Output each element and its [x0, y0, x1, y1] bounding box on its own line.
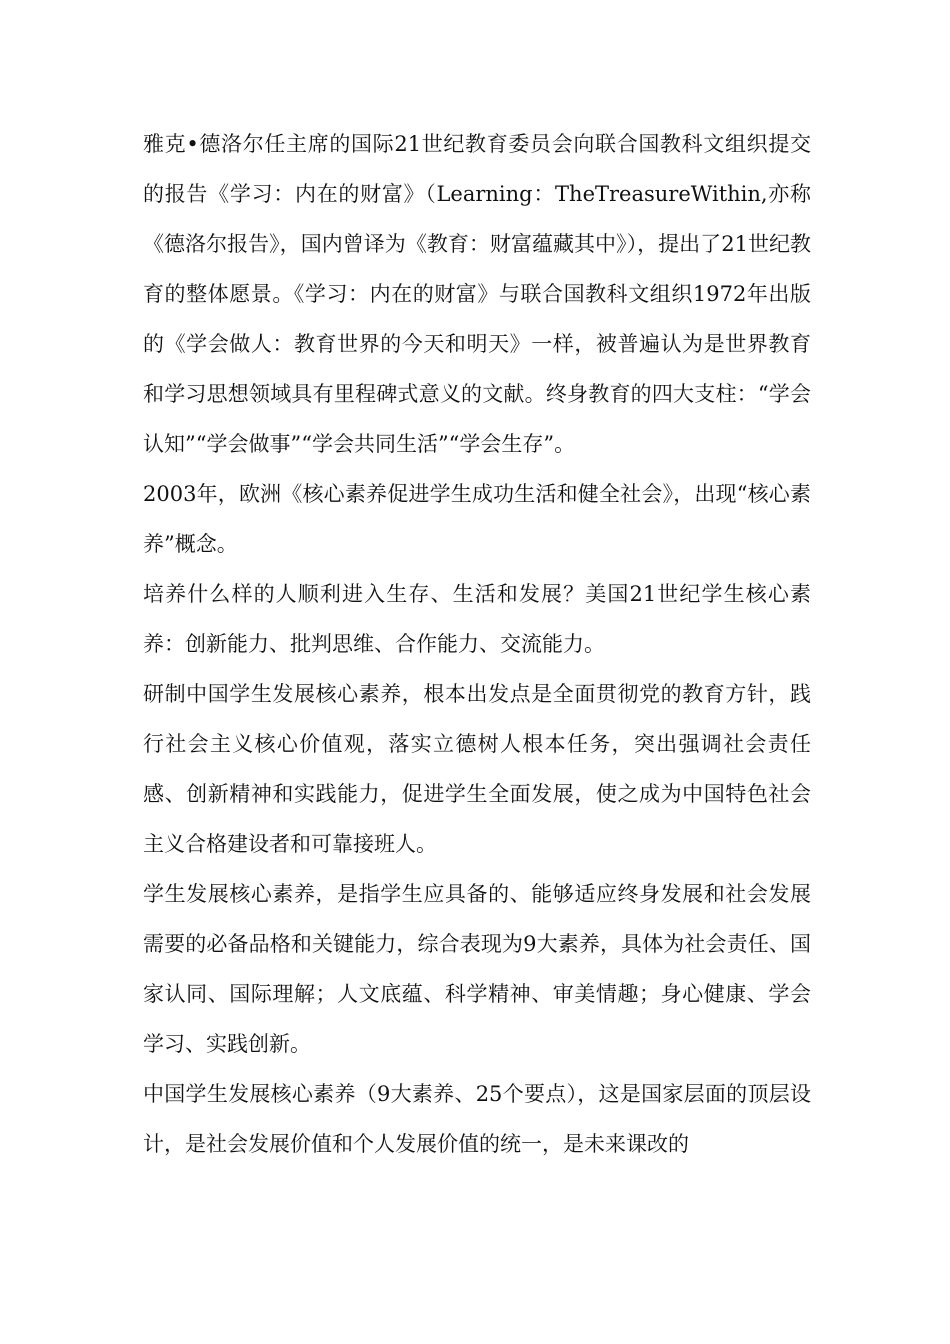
paragraph-delors-report: 雅克•德洛尔任主席的国际21世纪教育委员会向联合国教科文组织提交的报告《学习：内在的财富》（Learning：TheTreasureWithin,亦称《德洛尔报告》，国内曾译为《教育：财富蕴藏其中》），提出了21世纪教育的整体愿景。《学习：内在的财富》与联合国教科文组织1972年出版的《学会做人：教育世界的今天和明天》一样，被普遍认为是世界教育和学习思想领域具有里程碑式意义的文献。终身教育的四大支柱：“学会认知”“学会做事”“学会共同生活”“学会生存”。	[143, 132, 811, 456]
paragraph-china-core-literacy-purpose: 研制中国学生发展核心素养，根本出发点是全面贯彻党的教育方针，践行社会主义核心价值观，落实立德树人根本任务，突出强调社会责任感、创新精神和实践能力，促进学生全面发展，使之成为中国特色社会主义合格建设者和可靠接班人。	[143, 682, 811, 856]
paragraph-core-literacy-definition: 学生发展核心素养，是指学生应具备的、能够适应终身发展和社会发展需要的必备品格和关键能力，综合表现为9大素养，具体为社会责任、国家认同、国际理解；人文底蕴、科学精神、审美情趣；身心健康、学会学习、实践创新。	[143, 882, 811, 1056]
paragraph-national-design: 中国学生发展核心素养（9大素养、25个要点），这是国家层面的顶层设计，是社会发展价值和个人发展价值的统一，是未来课改的	[143, 1082, 811, 1156]
paragraph-us-21st-century: 培养什么样的人顺利进入生存、生活和发展？美国21世纪学生核心素养：创新能力、批判思维、合作能力、交流能力。	[143, 582, 811, 656]
document-body	[143, 119, 811, 1169]
paragraph-europe-2003: 2003年，欧洲《核心素养促进学生成功生活和健全社会》，出现“核心素养”概念。	[143, 482, 811, 556]
